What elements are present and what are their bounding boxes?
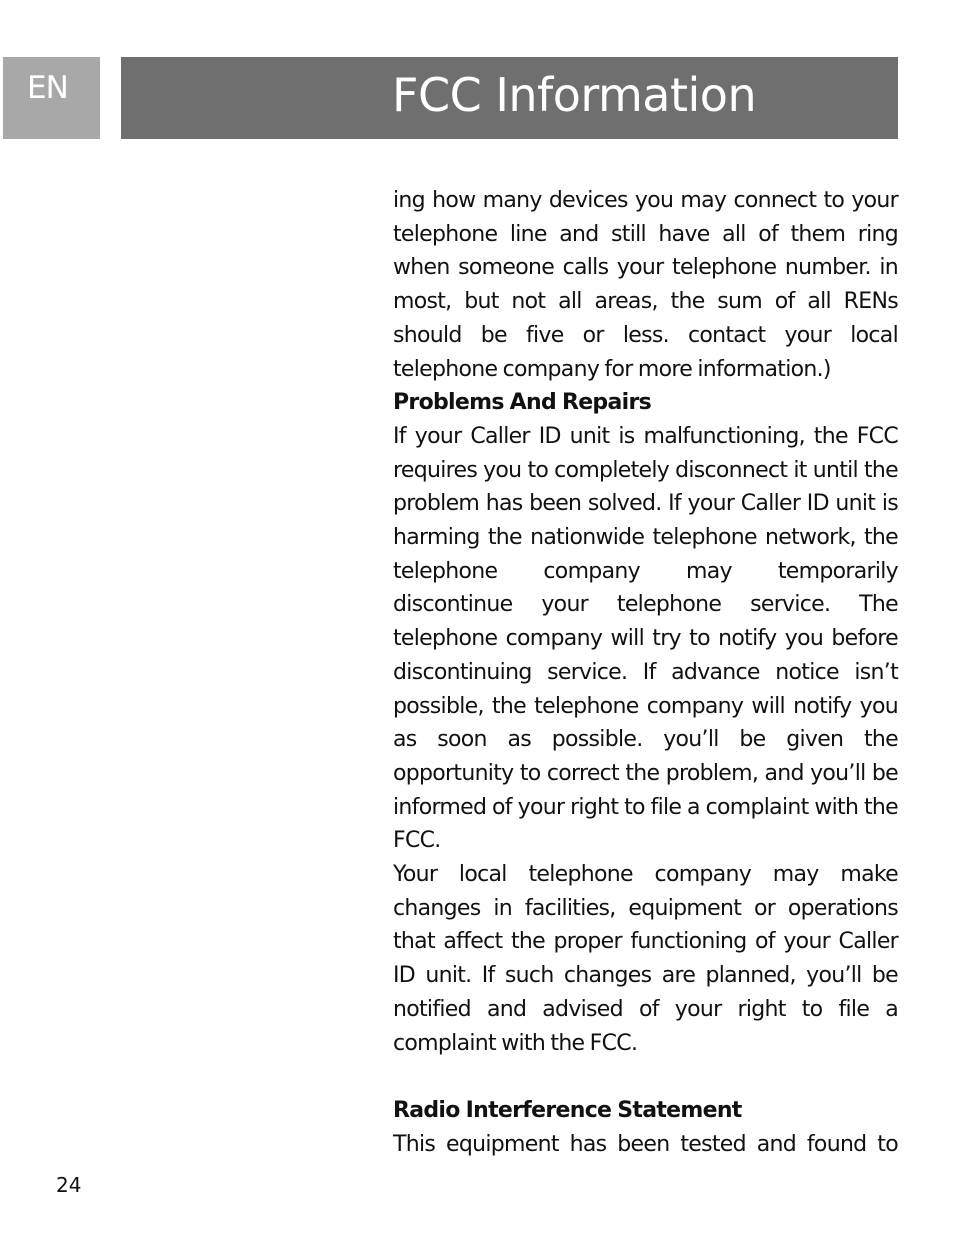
problems-paragraph-1: If your Caller ID unit is malfunctioning, the FCC requires you to completely disconnect it until the problem has been solved. If your Caller ID unit is harming the nationwide telephone network, the telephone company may temporarily discontinue your telephone service. The telephone company will try to notify you before discontinuing service. If advance notice isn’t possible, the telephone company will notify you as soon as possible. you’ll be given the opportunity to correct the problem, and you’ll be informed of your right to file a complaint with the FCC. [393, 423, 898, 854]
main-text-column [393, 184, 898, 1161]
radio-paragraph: This equipment has been tested and found to [393, 1131, 898, 1157]
section-spacer [393, 1060, 898, 1094]
problems-heading: Problems And Repairs [393, 390, 652, 416]
intro-paragraph: ing how many devices you may connect to your telephone line and still have all of them ring when someone calls your telephone number. in most, but not all areas, the sum of all RENs should be five or less. contact your local telephone company for more information.) [393, 188, 898, 382]
language-tab [3, 57, 100, 139]
language-label: EN [27, 70, 68, 106]
page-title-bar [121, 57, 898, 139]
radio-heading: Radio Interference Statement [393, 1097, 742, 1123]
problems-paragraph-2: Your local telephone company may make changes in facilities, equipment or operations that affect the proper functioning of your Caller ID unit. If such changes are planned, you’ll be notified and advised of your right to file a complaint with the FCC. [393, 862, 898, 1056]
page-number: 24 [56, 1173, 82, 1197]
page-title: FCC Information [392, 68, 757, 122]
